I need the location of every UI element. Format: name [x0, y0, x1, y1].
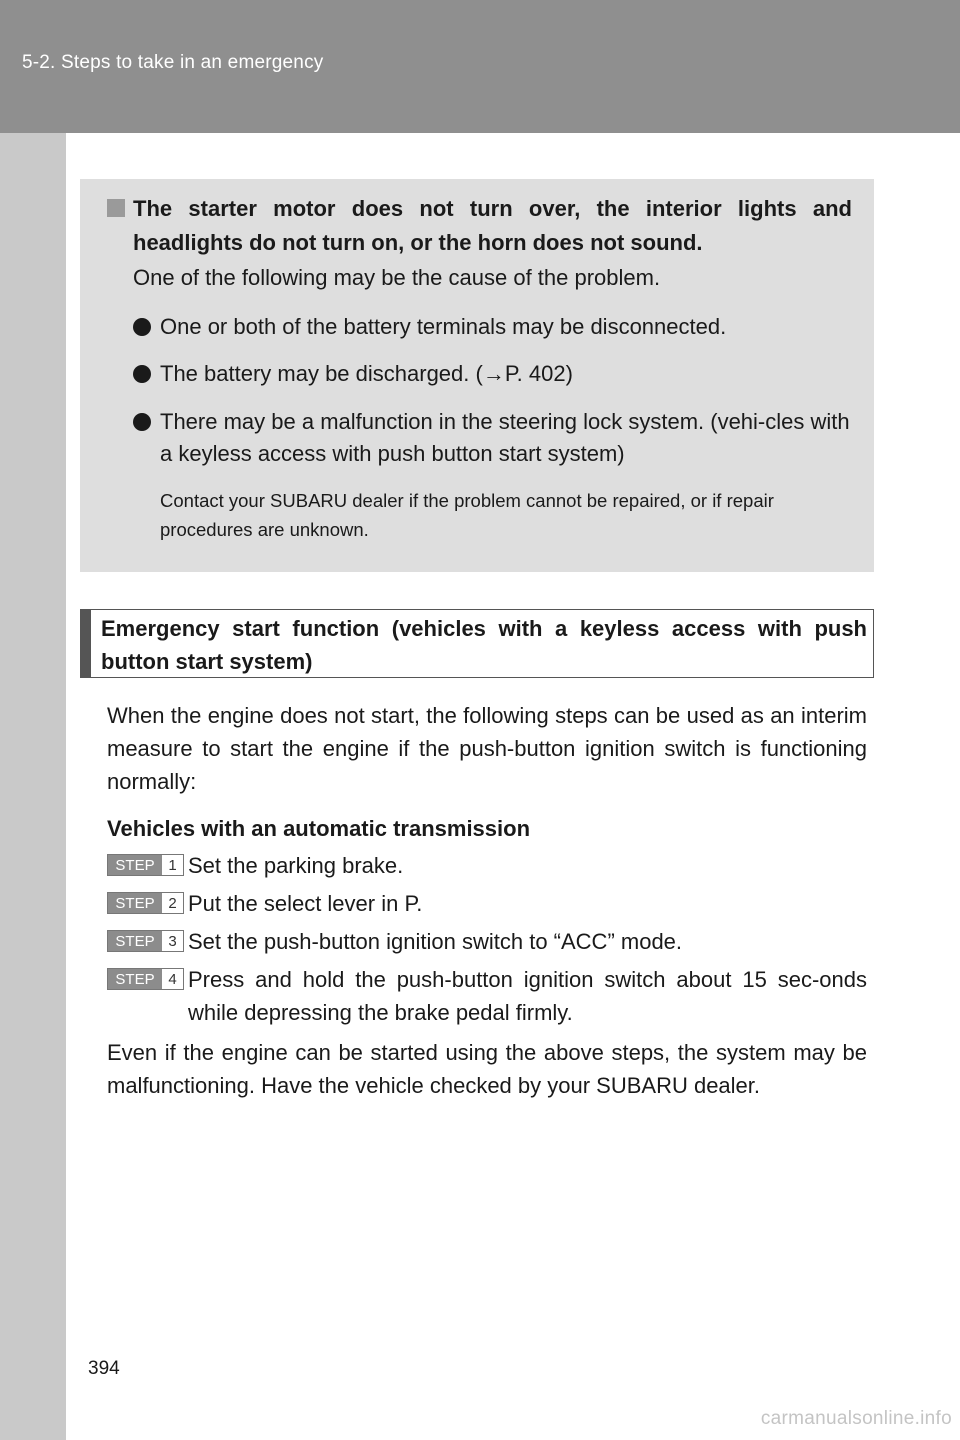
step-badge: STEP 1 — [107, 854, 184, 876]
round-bullet-icon — [133, 318, 151, 336]
heading-accent-bar — [81, 610, 91, 677]
section-intro: When the engine does not start, the following steps can be used as an interim measure to start the engine if the push-button ignition switch is functioning normally: — [107, 703, 867, 794]
step-badge: STEP 2 — [107, 892, 184, 914]
list-item: The battery may be discharged. (→P. 402) — [133, 358, 853, 390]
section-heading: Emergency start function (vehicles with a keyless access with push button start system) — [101, 616, 867, 674]
step-item: STEP 2 Put the select lever in P. — [107, 887, 867, 920]
notice-heading: The starter motor does not turn over, the interior lights and headlights do not turn on, or the horn does not sound. — [107, 192, 852, 260]
subheading: Vehicles with an automatic transmission — [107, 816, 531, 841]
step-item: STEP 4 Press and hold the push-button ignition switch about 15 sec-onds while depressing the brake pedal firmly. — [107, 963, 867, 1029]
side-margin-band — [0, 0, 66, 1440]
list-item: One or both of the battery terminals may be disconnected. — [133, 311, 853, 343]
step-badge: STEP 3 — [107, 930, 184, 952]
step-item: STEP 3 Set the push-button ignition switch to “ACC” mode. — [107, 925, 867, 958]
dealer-note: Contact your SUBARU dealer if the problem cannot be repaired, or if repair procedures are unknown. — [160, 490, 774, 540]
step-badge: STEP 4 — [107, 968, 184, 990]
closing-paragraph: Even if the engine can be started using the above steps, the system may be malfunctioning. Have the vehicle checked by your SUBARU dealer. — [107, 1040, 867, 1098]
round-bullet-icon — [133, 413, 151, 431]
round-bullet-icon — [133, 365, 151, 383]
square-bullet-icon — [107, 199, 125, 217]
list-item: There may be a malfunction in the steering lock system. (vehi-cles with a keyless access with push button start system) — [133, 406, 853, 470]
step-item: STEP 1 Set the parking brake. — [107, 849, 867, 882]
page-header — [0, 0, 960, 133]
section-heading-box — [80, 609, 874, 678]
watermark: carmanualsonline.info — [760, 1408, 952, 1429]
section-title: 5-2. Steps to take in an emergency — [22, 52, 324, 73]
notice-intro: One of the following may be the cause of the problem. — [133, 265, 661, 290]
page-number: 394 — [88, 1358, 120, 1379]
